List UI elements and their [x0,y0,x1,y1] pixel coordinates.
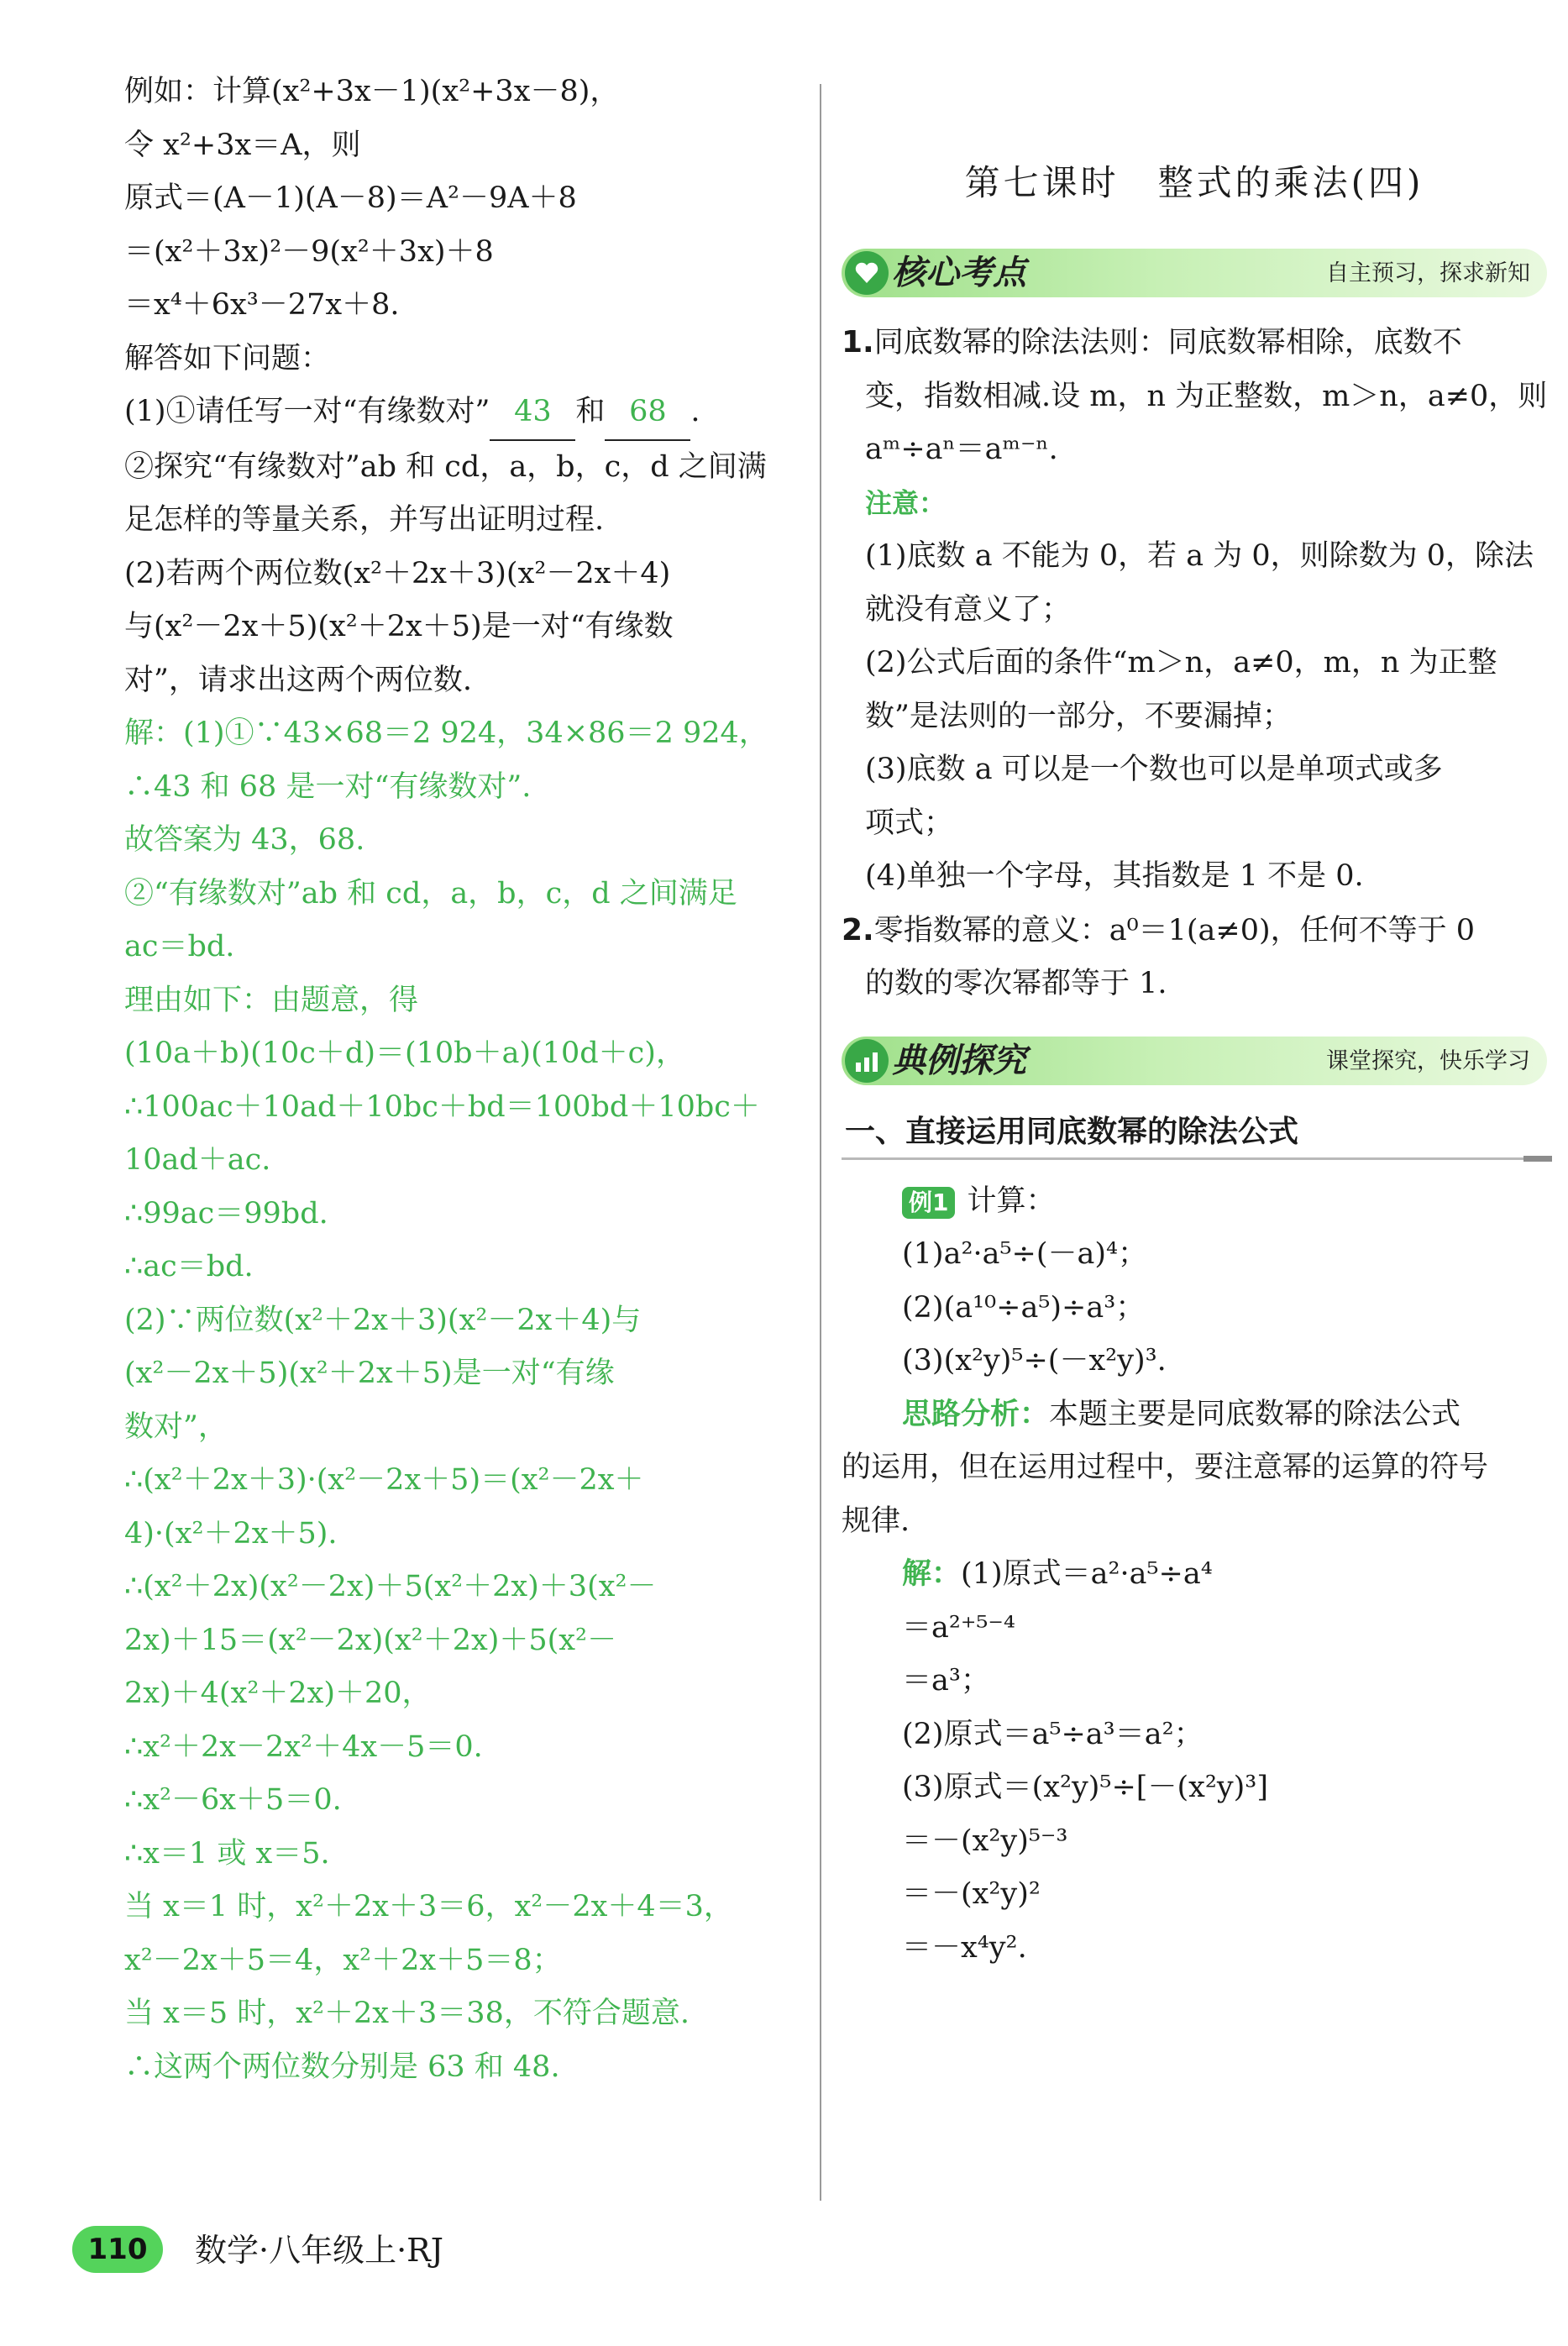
book-title: 数学·八年级上·RJ [195,2232,444,2269]
point-text: 零指数幂的意义：a⁰＝1(a≠0)，任何不等于 0 [873,913,1476,947]
answer-line: (10a＋b)(10c＋d)＝(10b＋a)(10d＋c)， [124,1037,685,1070]
answer-line: ∴这两个两位数分别是 63 和 48. [124,2049,560,2084]
note-line: 就没有意义了； [865,592,1072,627]
heart-badge [845,251,889,295]
example-badge: 例1 [902,1187,955,1219]
question-1-end: . [690,395,700,428]
point-2-line [842,904,1547,958]
question-line: 与(x²－2x＋5)(x²＋2x＋5)是一对“有缘数 [124,610,674,643]
solution-line: (2)原式＝a⁵÷a³＝a²； [902,1717,1204,1751]
answer-line: ∴99ac＝99bd. [124,1196,328,1231]
examples-banner [842,1037,1547,1085]
heart-icon [855,262,878,284]
column-divider [820,84,821,2201]
solution-line: (3)原式＝(x²y)⁵÷[－(x²y)³] [902,1771,1268,1804]
answer-line: ②“有缘数对”ab 和 cd，a，b，c，d 之间满足 [124,876,737,911]
answer-line: 10ad＋ac. [124,1143,271,1177]
analysis-line: 的运用，但在运用过程中，要注意幂的运算的符号 [842,1451,1489,1484]
point-1-formula: aᵐ÷aⁿ＝aᵐ⁻ⁿ. [865,433,1058,466]
note-line: 项式； [865,806,954,840]
question-1-prefix: (1)①请任写一对“有缘数对” [124,395,490,428]
answer-line: 2x)＋15＝(x²－2x)(x²＋2x)＋5(x²－ [124,1623,617,1657]
example-item: (3)(x²y)⁵÷(－x²y)³. [902,1344,1167,1378]
note-line: (2)公式后面的条件“m＞n，a≠0，m，n 为正整 [865,646,1497,680]
answer-line: 2x)＋4(x²＋2x)＋20， [124,1677,432,1710]
note-line: 数”是法则的一部分，不要漏掉； [865,699,1292,733]
text-line: 例如：计算(x²+3x－1)(x²+3x－8)， [124,75,620,108]
answer-line: 数对”， [124,1409,228,1444]
page-number: 110 [72,2226,163,2273]
note-line: (4)单独一个字母，其指数是 1 不是 0. [865,859,1364,893]
answer-line: ∴ac＝bd. [124,1250,254,1283]
chart-badge [845,1039,889,1083]
analysis-line: 规律. [842,1504,910,1538]
solution-label: 解： [902,1557,962,1591]
answer-blank-1: 43 [490,386,575,441]
answer-line: ac＝bd. [124,930,235,963]
example-item: (1)a²·a⁵÷(－a)⁴； [902,1237,1148,1271]
point-number: 2. [842,912,874,947]
analysis-label: 思路分析： [902,1397,1050,1431]
answer-line: 解：(1)①∵43×68＝2 924，34×86＝2 924， [124,716,768,750]
answer-line: ∴(x²＋2x＋3)·(x²－2x＋5)＝(x²－2x＋ [124,1463,644,1497]
solution-line [842,1548,1547,1602]
answer-blank-2: 68 [605,386,690,441]
answer-line: ∴100ac＋10ad＋10bc＋bd＝100bd＋10bc＋ [124,1089,760,1124]
answer-line: (2)∵两位数(x²＋2x＋3)(x²－2x＋4)与 [124,1303,642,1337]
answer-line: ∴x²－6x＋5＝0. [124,1783,342,1817]
point-1-line [842,316,1547,370]
example-prompt-line [842,1175,1547,1229]
analysis-line [842,1388,1547,1442]
point-2-line: 的数的零次幂都等于 1. [865,967,1167,1000]
solution-line: ＝a²⁺⁵⁻⁴ [902,1610,1015,1645]
question-1-line [124,386,796,441]
note-label: 注意： [865,486,947,519]
answer-line: 当 x＝1 时，x²＋2x＋3＝6，x²－2x＋4＝3， [124,1890,733,1924]
example-prompt: 计算： [967,1183,1056,1218]
answer-line: ∴x²＋2x－2x²＋4x－5＝0. [124,1729,483,1764]
left-column [124,66,796,2094]
lesson-title: 第七课时 整式的乘法(四) [964,162,1424,203]
answer-line: ∴43 和 68 是一对“有缘数对”. [124,769,532,804]
banner-title: 典例探究 [892,1041,1026,1080]
point-1-line: 变，指数相减.设 m，n 为正整数，m＞n，a≠0，则 [865,379,1548,413]
analysis-text: 本题主要是同底数幂的除法公式 [1049,1397,1461,1431]
answer-line: x²－2x＋5＝4，x²＋2x＋5＝8； [124,1943,562,1977]
text-line: 解答如下问题： [124,341,331,375]
answer-line: ∴(x²＋2x)(x²－2x)＋5(x²＋2x)＋3(x²－ [124,1570,657,1603]
banner-subtitle: 自主预习，探求新知 [1326,260,1530,286]
right-column [842,66,1547,1975]
text-line: ＝x⁴＋6x³－27x＋8. [124,288,400,322]
question-line: ②探究“有缘数对”ab 和 cd，a，b，c，d 之间满 [124,449,767,484]
answer-line: ∴x＝1 或 x＝5. [124,1836,330,1871]
solution-line: ＝－x⁴y². [902,1930,1027,1965]
answer-line: 理由如下：由题意，得 [124,983,419,1017]
answer-line: (x²－2x＋5)(x²＋2x＋5)是一对“有缘 [124,1357,615,1390]
text-line: ＝(x²＋3x)²－9(x²＋3x)＋8 [124,234,494,269]
question-line: 对”，请求出这两个两位数. [124,663,473,697]
question-line: (2)若两个两位数(x²＋2x＋3)(x²－2x＋4) [124,556,671,590]
text-line: 令 x²+3x＝A，则 [124,128,361,162]
note-line: (3)底数 a 可以是一个数也可以是单项式或多 [865,753,1443,786]
section-heading: 一、直接运用同底数幂的除法公式 [842,1107,1547,1160]
core-points-banner [842,249,1547,297]
answer-line: 当 x＝5 时，x²＋2x＋3＝38，不符合题意. [124,1997,690,2030]
solution-line: ＝a³； [902,1664,990,1698]
point-number: 1. [842,325,874,360]
text-line: 原式＝(A－1)(A－8)＝A²－9A＋8 [124,181,577,215]
example-item: (2)(a¹⁰÷a⁵)÷a³； [902,1290,1146,1325]
question-1-and: 和 [575,395,606,428]
note-line: (1)底数 a 不能为 0，若 a 为 0，则除数为 0，除法 [865,539,1534,573]
answer-line: 故答案为 43，68. [124,823,365,857]
question-line: 足怎样的等量关系，并写出证明过程. [124,503,605,537]
point-text: 同底数幂的除法法则：同底数幂相除，底数不 [873,326,1462,360]
bar-chart-icon [853,1047,880,1074]
answer-line: 4)·(x²＋2x＋5). [124,1516,338,1551]
solution-line: ＝－(x²y)² [902,1877,1041,1911]
banner-title: 核心考点 [892,254,1026,292]
solution-line: ＝－(x²y)⁵⁻³ [902,1824,1068,1858]
banner-subtitle: 课堂探究，快乐学习 [1326,1047,1530,1074]
solution-text: (1)原式＝a²·a⁵÷a⁴ [961,1557,1213,1591]
